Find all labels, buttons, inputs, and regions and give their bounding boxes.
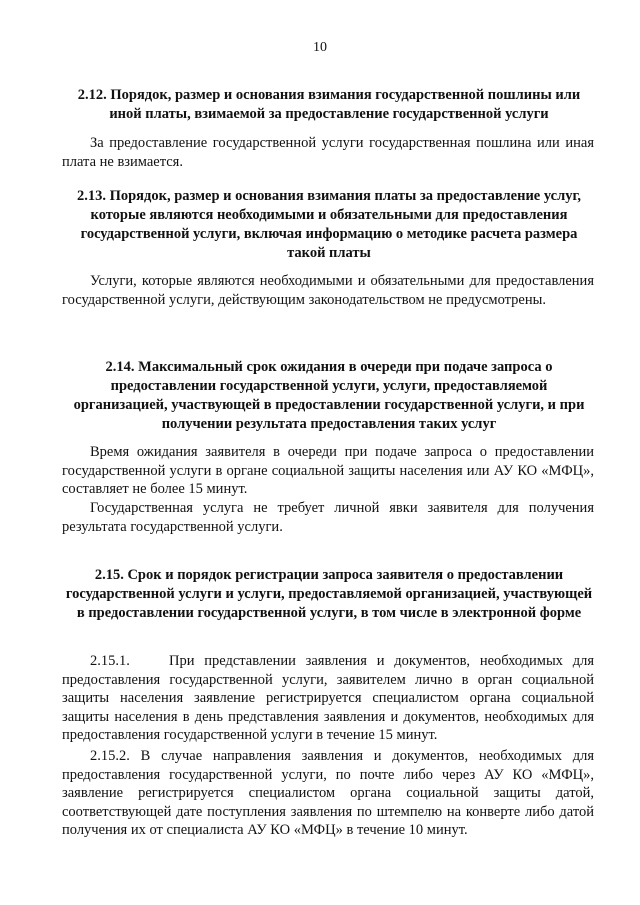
section-2-13-paragraph: Услуги, которые являются необходимыми и обязательными для предоставления государственной услуги, действующим законодательством не предусмотрены. (62, 273, 594, 308)
section-2-13-heading: 2.13. Порядок, размер и основания взимания платы за предоставление услуг, которые являются необходимыми и обязательными для предоставления государственной услуги, включая информацию о методике расчета размера такой платы (76, 188, 582, 261)
section-2-15-heading: 2.15. Срок и порядок регистрации запроса заявителя о предоставлении государственной услуги и услуги, предоставляемой организацией, участвующей в предоставлении государственной услуги, в том числе в электронной форме (65, 567, 593, 621)
section-2-15-paragraph: 2.15.2. В случае направления заявления и документов, необходимых для предоставления государственной услуги, по почте либо через АУ КО «МФЦ», заявление регистрируется специалистом органа социальной защиты датой, соответствующей дате поступления заявления по штемпелю на конверте либо датой получения их от специалиста АУ КО «МФЦ» в течение 10 минут. (62, 748, 594, 839)
section-2-12-paragraph: За предоставление государственной услуги государственная пошлина или иная плата не взимается. (62, 135, 594, 170)
section-2-12-heading: 2.12. Порядок, размер и основания взимания государственной пошлины или иной платы, взимаемой за предоставление государственной услуги (77, 87, 581, 122)
page-number: 10 (313, 40, 327, 55)
section-2-14-paragraph: Государственная услуга не требует личной явки заявителя для получения результата государственной услуги. (62, 500, 594, 535)
section-2-14-paragraph: Время ожидания заявителя в очереди при подаче запроса о предоставлении государственной услуги в органе социальной защиты населения или АУ КО «МФЦ», составляет не более 15 минут. (62, 444, 594, 498)
section-2-15-paragraph: 2.15.1. При представлении заявления и документов, необходимых для предоставления государственной услуги, заявителем лично в орган социальной защиты населения заявление регистрируется специалистом органа социальной защиты населения в день представления заявления и документов, необходимых для предоставления государственной услуги в течение 15 минут. (62, 653, 598, 744)
section-2-14-heading: 2.14. Максимальный срок ожидания в очереди при подаче запроса о предоставлении государственной услуги, услуги, предоставляемой организацией, участвующей в предоставлении государственной услуги, и при получении результата предоставления таких услуг (73, 359, 585, 432)
